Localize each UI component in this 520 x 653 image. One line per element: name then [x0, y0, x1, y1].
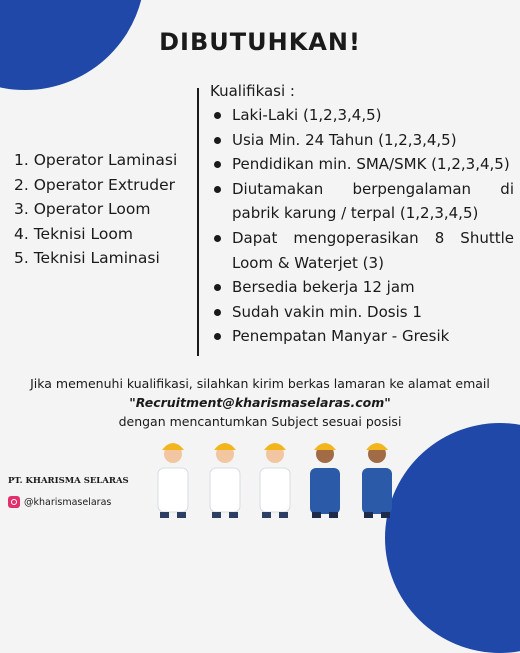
position-item: 1. Operator Laminasi	[14, 151, 178, 169]
bullet-icon	[214, 235, 221, 242]
bullet-icon	[214, 309, 221, 316]
vertical-divider	[197, 88, 199, 356]
bullet-icon	[214, 137, 221, 144]
bullet-icon	[214, 186, 221, 193]
bullet-icon	[214, 284, 221, 291]
recruitment-email: "Recruitment@kharismaselaras.com"	[129, 395, 391, 410]
instructions-line: dengan mencantumkan Subject sesuai posisi	[118, 414, 402, 429]
qualifications-list	[212, 103, 514, 349]
workers-illustration	[150, 432, 410, 518]
instagram-handle: @kharismaselaras	[24, 496, 112, 508]
instagram-icon	[8, 496, 20, 508]
position-item: 3. Operator Loom	[14, 200, 151, 219]
worker-figure	[260, 443, 290, 518]
qualification-item: Usia Min. 24 Tahun (1,2,3,4,5)	[212, 128, 514, 153]
company-name: PT. KHARISMA SELARAS	[8, 476, 129, 486]
bullet-icon	[214, 112, 221, 119]
positions-list	[14, 148, 177, 271]
position-item: 2. Operator Extruder	[14, 175, 176, 194]
application-instructions	[0, 374, 520, 431]
worker-figure	[362, 443, 392, 518]
worker-figure	[158, 443, 188, 518]
position-item: 4. Teknisi Loom	[14, 224, 133, 243]
qualification-item: Sudah vakin min. Dosis 1	[212, 300, 514, 325]
qualification-item: Pendidikan min. SMA/SMK (1,2,3,4,5)	[212, 152, 514, 177]
bullet-icon	[214, 333, 221, 340]
qualification-item: Dapat mengoperasikan 8 Shuttle Loom & Waterjet (3)	[212, 226, 514, 275]
bullet-icon	[214, 161, 221, 168]
instagram-handle-row	[8, 496, 111, 508]
qualification-item: Penempatan Manyar - Gresik	[212, 324, 514, 349]
qualifications-heading: Kualifikasi :	[210, 82, 295, 100]
qualification-item: Laki-Laki (1,2,3,4,5)	[212, 103, 514, 128]
position-item: 5. Teknisi Laminasi	[14, 249, 160, 268]
worker-figure	[310, 443, 340, 518]
qualification-item: Bersedia bekerja 12 jam	[212, 275, 514, 300]
worker-figure	[210, 443, 240, 518]
instructions-line: Jika memenuhi kualifikasi, silahkan kirim berkas lamaran ke alamat email	[30, 376, 490, 391]
page-title: DIBUTUHKAN!	[159, 28, 361, 56]
qualification-item: Diutamakan berpengalaman di pabrik karung / terpal (1,2,3,4,5)	[212, 177, 514, 226]
